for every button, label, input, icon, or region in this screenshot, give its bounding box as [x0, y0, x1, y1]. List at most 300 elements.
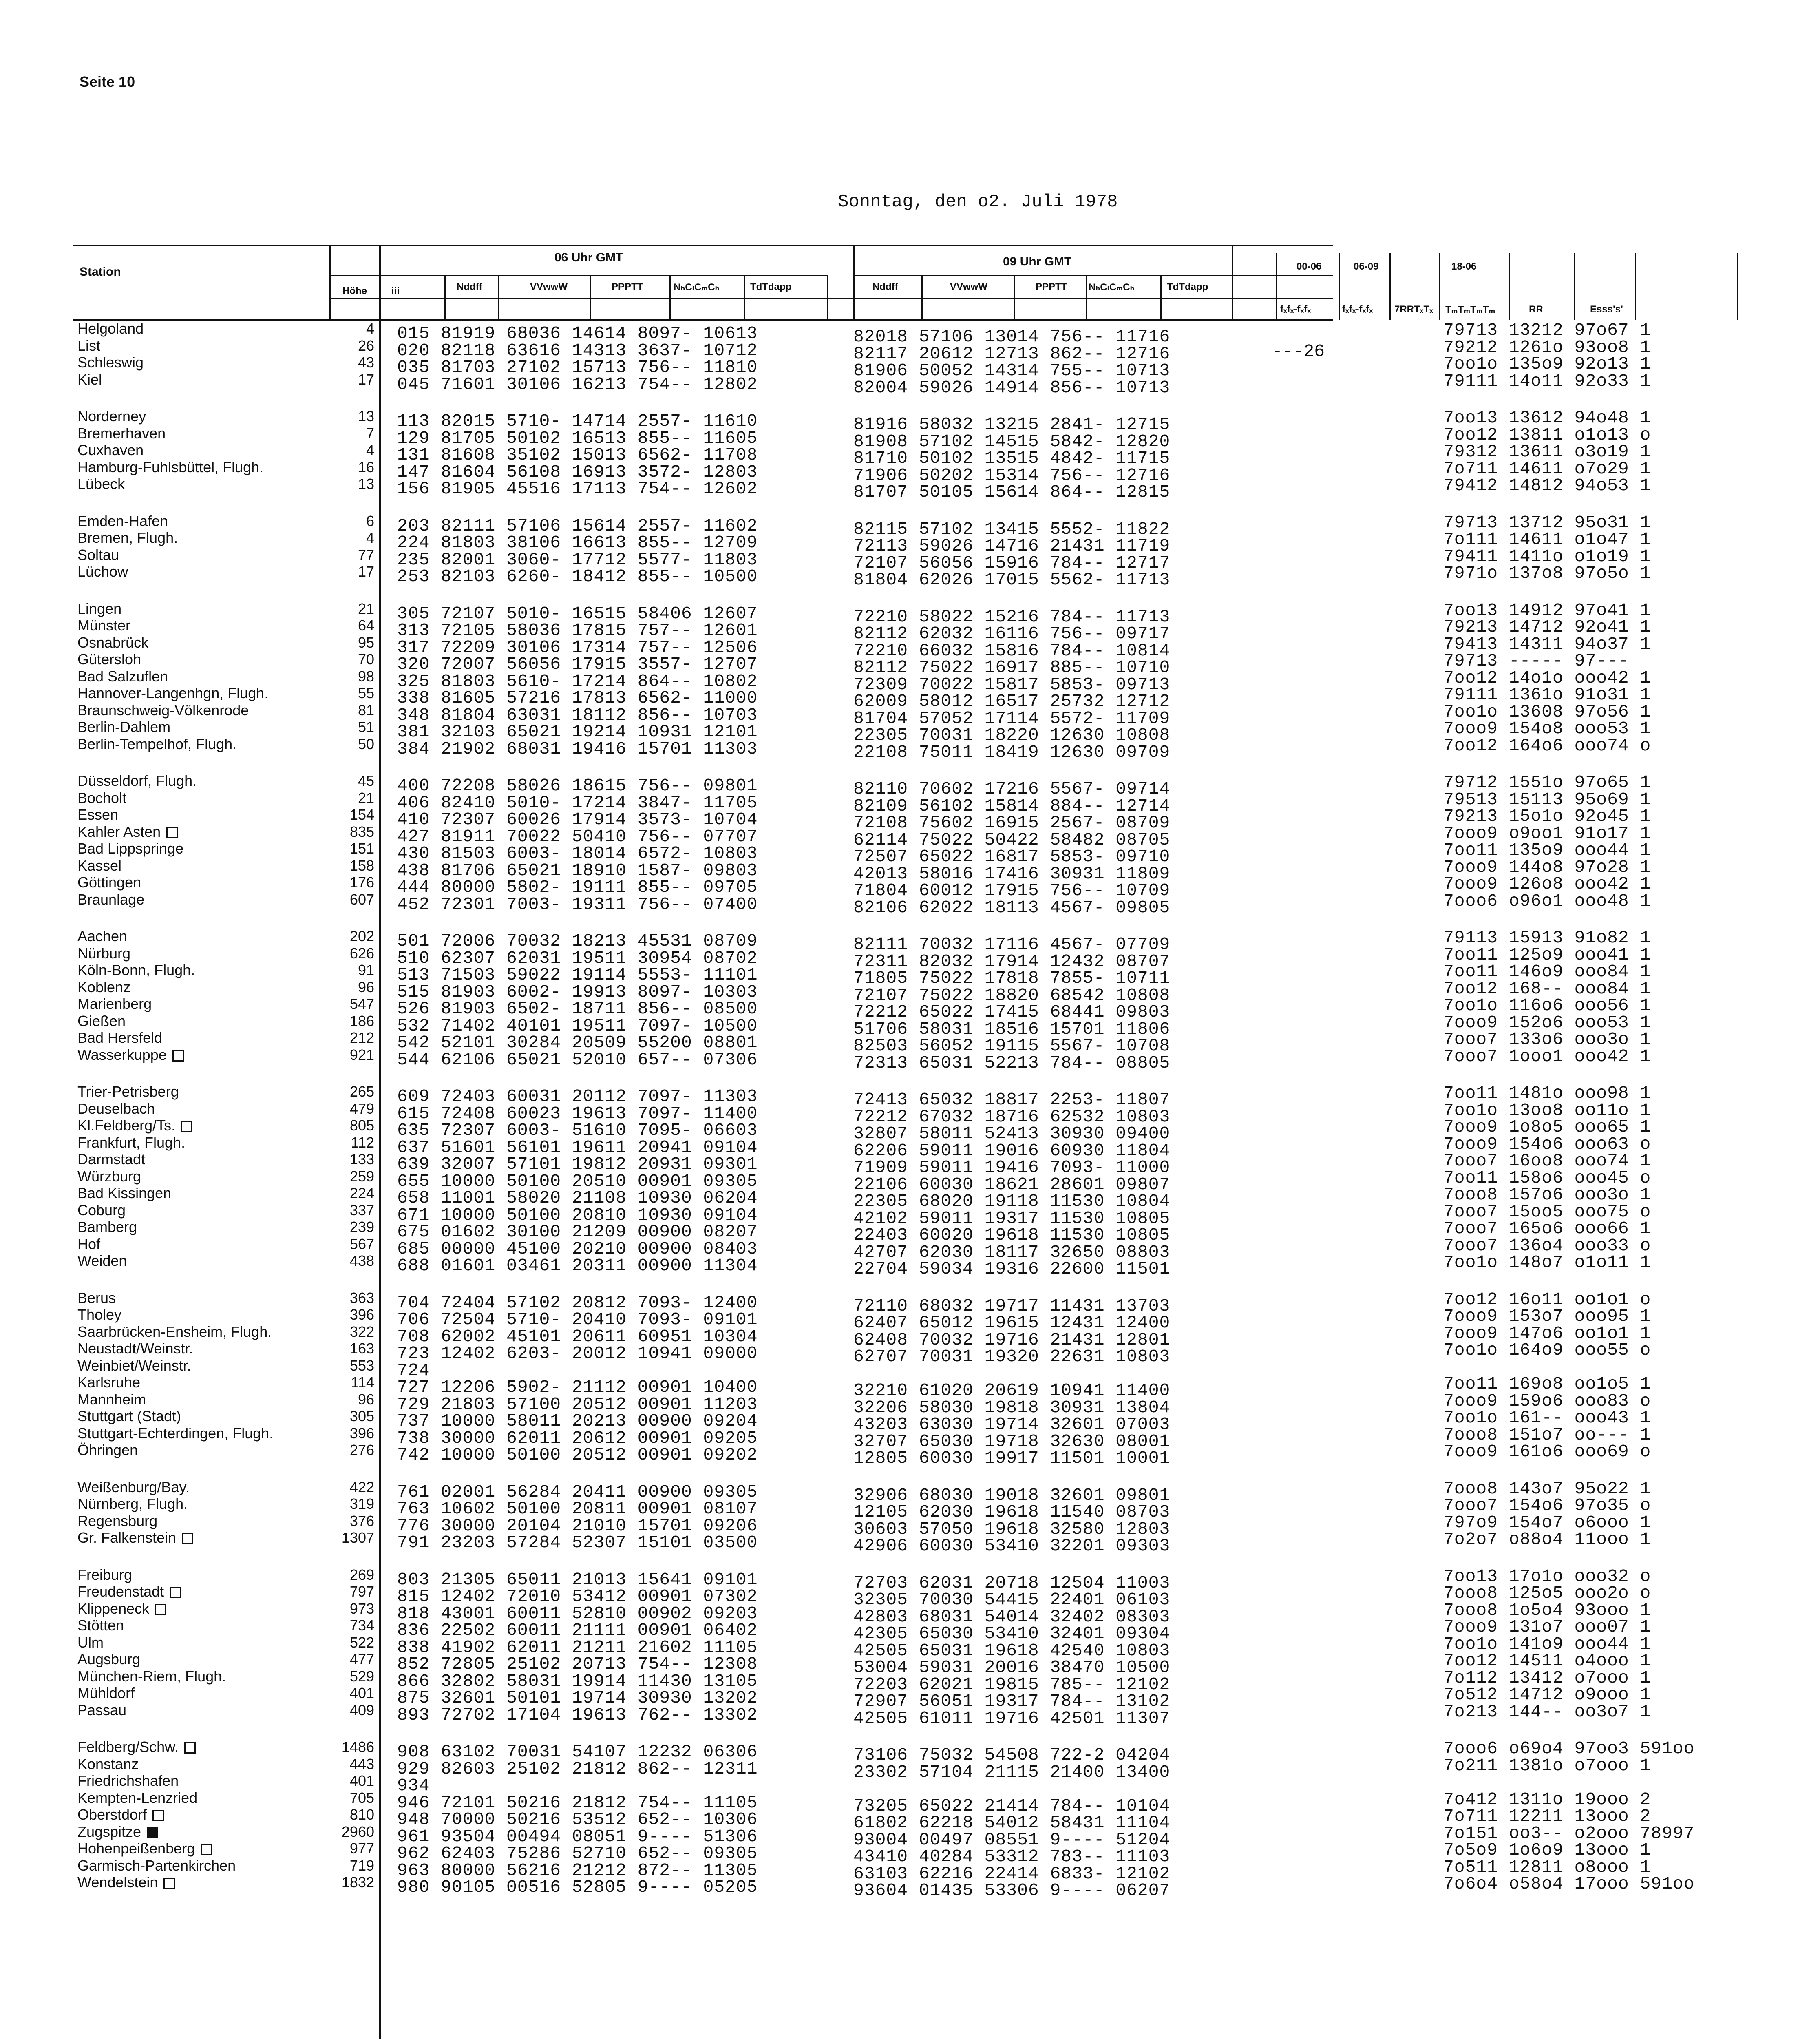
obs-18-06: 7ooo8 151o7 oo--- 1: [1443, 1424, 1651, 1445]
obs-06-utc: 761 02001 56284 20411 00900 09305: [397, 1482, 758, 1502]
station-name-text: Mannheim: [77, 1391, 146, 1408]
obs-06-utc: 908 63102 70031 54107 12232 06306: [397, 1742, 758, 1762]
header-sub-rule: [853, 275, 1333, 276]
station-name-text: Neustadt/Weinstr.: [77, 1340, 193, 1357]
obs-06-utc: 639 32007 57101 19812 20931 09301: [397, 1154, 758, 1174]
table-col-line: [379, 245, 381, 2039]
station-hoehe: 810: [349, 1806, 374, 1823]
obs-18-06: 7oo11 158o6 ooo45 o: [1443, 1168, 1651, 1188]
station-name: [77, 600, 306, 617]
header-col-line: [1389, 253, 1391, 320]
page-number: Seite 10: [80, 73, 135, 90]
station-name: [77, 1702, 306, 1719]
station-name: [77, 1357, 306, 1374]
obs-09-utc: 42906 60030 53410 32201 09303: [853, 1536, 1171, 1556]
header-col-line: [590, 275, 591, 320]
obs-09-utc: 32707 65030 19718 32630 08001: [853, 1431, 1171, 1451]
station-name: [77, 1289, 306, 1307]
obs-18-06: 7ooo9 152o6 ooo53 1: [1443, 1012, 1651, 1033]
obs-09-utc: 12805 60030 19917 11501 10001: [853, 1448, 1171, 1468]
obs-18-06: 7ooo7 133o6 ooo3o 1: [1443, 1029, 1651, 1049]
station-hoehe: 95: [358, 634, 374, 651]
station-name-text: Tholey: [77, 1306, 122, 1323]
obs-06-utc: 776 30000 20104 21010 15701 09206: [397, 1515, 758, 1536]
station-name: [77, 1100, 306, 1117]
obs-18-06: 7o412 1311o 19ooo 2: [1443, 1789, 1651, 1809]
obs-09-utc: 72413 65032 18817 2253- 11807: [853, 1090, 1171, 1110]
obs-09-utc: 62707 70031 19320 22631 10803: [853, 1347, 1171, 1367]
obs-18-06: 7oo11 146o9 ooo84 1: [1443, 962, 1651, 982]
station-hoehe: 401: [349, 1772, 374, 1789]
obs-18-06: 7o213 144-- oo3o7 1: [1443, 1701, 1651, 1722]
header-col-line: [1276, 253, 1277, 320]
obs-18-06: 7oo1o 141o9 ooo44 1: [1443, 1634, 1651, 1654]
header-nclouds-09: NₕCₗCₘCₕ: [1089, 282, 1135, 293]
obs-09-utc: 22403 60020 19618 11530 10805: [853, 1225, 1171, 1245]
station-hoehe: 322: [349, 1323, 374, 1340]
header-sub-rule: [330, 298, 1333, 299]
obs-09-utc: 51706 58031 18516 15701 11806: [853, 1019, 1171, 1039]
header-col-line: [498, 275, 499, 320]
station-name-text: Passau: [77, 1701, 127, 1718]
station-name-text: Nürnberg, Flugh.: [77, 1495, 188, 1512]
obs-06-utc: 934: [397, 1776, 430, 1796]
obs-18-06: 7o511 12811 o8ooo 1: [1443, 1857, 1651, 1877]
obs-18-06: 7ooo9 154o6 ooo63 o: [1443, 1134, 1651, 1154]
station-name: [77, 408, 306, 425]
station-name-text: Deuselbach: [77, 1100, 155, 1117]
obs-06-utc: 035 81703 27102 15713 756-- 11810: [397, 357, 758, 377]
station-hoehe: 719: [349, 1857, 374, 1874]
obs-09-utc: 93604 01435 53306 9---- 06207: [853, 1880, 1171, 1900]
station-name-text: Nürburg: [77, 944, 131, 962]
header-sub-2: fₓfₓ-fₓfₓ: [1342, 304, 1373, 315]
header-sub-6: Esss's': [1590, 304, 1623, 315]
station-name-text: Bad Kissingen: [77, 1185, 172, 1201]
station-name-text: Würzburg: [77, 1168, 141, 1185]
obs-06-utc: 338 81605 57216 17813 6562- 11000: [397, 688, 758, 708]
open-square-icon: [152, 1810, 164, 1821]
obs-18-06: 7oo12 16o11 oo1o1 o: [1443, 1289, 1651, 1309]
header-block-06: 06 Uhr GMT: [554, 251, 623, 264]
station-name: [77, 1391, 306, 1408]
station-name: [77, 425, 306, 442]
obs-09-utc: 32906 68030 19018 32601 09801: [853, 1485, 1171, 1505]
station-hoehe: 81: [358, 701, 374, 719]
station-name: [77, 1513, 306, 1530]
obs-09-utc: 81908 57102 14515 5842- 12820: [853, 431, 1171, 451]
station-name-text: Köln-Bonn, Flugh.: [77, 962, 195, 978]
obs-06-utc: 348 81804 63031 18112 856-- 10703: [397, 705, 758, 725]
station-name-text: Ulm: [77, 1634, 104, 1651]
obs-06-utc: 962 62403 75286 52710 652-- 09305: [397, 1843, 758, 1863]
obs-09-utc: 82106 62022 18113 4567- 09805: [853, 897, 1171, 918]
station-hoehe: 186: [349, 1012, 374, 1029]
station-name: [77, 995, 306, 1013]
obs-06-utc: 791 23203 57284 52307 15101 03500: [397, 1533, 758, 1552]
station-hoehe: 13: [358, 475, 374, 492]
station-name: [77, 1134, 306, 1151]
station-name: [77, 1083, 306, 1100]
obs-06-utc: 763 10602 50100 20811 00901 08107: [397, 1499, 758, 1519]
obs-18-06: 7oo12 13811 o1o13 o: [1443, 425, 1651, 445]
obs-18-06: 7ooo7 165o6 ooo66 1: [1443, 1219, 1651, 1238]
station-name: [77, 891, 306, 908]
obs-09-utc: 82109 56102 15814 884-- 12714: [853, 796, 1171, 816]
station-hoehe: 401: [349, 1685, 374, 1701]
station-hoehe: 239: [349, 1219, 374, 1235]
station-name: [77, 874, 306, 891]
header-col-line: [1086, 275, 1087, 320]
station-hoehe: 265: [349, 1083, 374, 1100]
obs-06-utc: 704 72404 57102 20812 7093- 12400: [397, 1292, 758, 1313]
station-hoehe: 1307: [341, 1529, 374, 1546]
station-name: [77, 1117, 306, 1134]
obs-18-06: 7ooo8 1o5o4 93ooo 1: [1443, 1600, 1651, 1620]
open-square-icon: [166, 827, 178, 838]
obs-09-utc: 71805 75022 17818 7855- 10711: [853, 968, 1171, 988]
obs-09-utc: 32305 70030 54415 22401 06103: [853, 1590, 1171, 1610]
station-hoehe: 45: [358, 772, 374, 789]
station-name-text: Berlin-Dahlem: [77, 719, 171, 735]
header-col-line: [921, 275, 923, 320]
obs-09-utc: 32807 58011 52413 30930 09400: [853, 1123, 1171, 1143]
obs-09-utc: 72212 67032 18716 62532 10803: [853, 1106, 1171, 1127]
obs-09-utc: 72210 58022 15216 784-- 11713: [853, 606, 1171, 627]
station-hoehe: 112: [351, 1134, 374, 1151]
station-hoehe: 396: [349, 1306, 374, 1323]
station-name-text: Hamburg-Fuhlsbüttel, Flugh.: [77, 458, 264, 475]
station-hoehe: 479: [349, 1100, 374, 1117]
station-hoehe: 553: [349, 1357, 374, 1374]
obs-06-utc: 929 82603 25102 21812 862-- 12311: [397, 1758, 758, 1779]
obs-06-utc: 742 10000 50100 20512 00901 09202: [397, 1445, 758, 1465]
station-name-text: Hohenpeißenberg: [77, 1840, 195, 1857]
station-name: [77, 1806, 306, 1823]
obs-06-utc: 410 72307 60026 17914 3573- 10704: [397, 809, 758, 829]
obs-06-utc: 836 22502 60011 21111 00901 06402: [397, 1620, 758, 1640]
obs-06-utc: 224 81803 38106 16613 855-- 12709: [397, 533, 758, 553]
station-hoehe: 626: [349, 944, 374, 962]
obs-09-utc: 72203 62021 19815 785-- 12102: [853, 1674, 1171, 1694]
station-name: [77, 1029, 306, 1046]
station-name-text: Hof: [77, 1235, 101, 1252]
obs-09-utc: 82018 57106 13014 756-- 11716: [853, 327, 1171, 347]
obs-06-utc: 708 62002 45101 20611 60951 10304: [397, 1326, 758, 1347]
station-name: [77, 1738, 306, 1756]
station-name: [77, 1306, 306, 1323]
obs-06-utc: 510 62307 62031 19511 30954 08702: [397, 948, 758, 968]
station-hoehe: 13: [358, 408, 374, 425]
station-name-text: Friedrichshafen: [77, 1772, 179, 1789]
obs-06-utc: 235 82001 3060- 17712 5577- 11803: [397, 549, 758, 570]
station-hoehe: 269: [349, 1566, 374, 1583]
station-hoehe: 91: [358, 962, 374, 978]
obs-18-06: 7ooo9 126o8 ooo42 1: [1443, 874, 1651, 894]
obs-18-06: 79713 13212 97o67 1: [1443, 320, 1651, 340]
station-name-text: Essen: [77, 806, 119, 823]
station-name-text: Regensburg: [77, 1512, 158, 1529]
obs-09-utc: 73106 75032 54508 722-2 04204: [853, 1745, 1171, 1765]
obs-06-utc: 688 01601 03461 20311 00900 11304: [397, 1256, 758, 1276]
obs-18-06: 79111 1361o 91o31 1: [1443, 685, 1651, 705]
obs-09-utc: 72311 82032 17914 12432 08707: [853, 951, 1171, 971]
station-name: [77, 772, 306, 790]
station-name: [77, 563, 306, 580]
open-square-icon: [163, 1878, 175, 1889]
station-name-text: Klippeneck: [77, 1600, 150, 1617]
obs-09-utc: 12105 62030 19618 11540 08703: [853, 1502, 1171, 1522]
station-hoehe: 305: [349, 1408, 374, 1424]
header-00-06: 00-06: [1297, 261, 1322, 272]
header-col-line: [1232, 245, 1233, 320]
obs-09-utc: 81916 58032 13215 2841- 12715: [853, 414, 1171, 434]
obs-18-06: 7ooo9 o9oo1 91o17 1: [1443, 823, 1651, 843]
obs-09-utc: 72212 65022 17415 68441 09803: [853, 1002, 1171, 1022]
obs-06-utc: 961 93504 00494 08051 9---- 51306: [397, 1826, 758, 1847]
station-name: [77, 1823, 306, 1840]
open-square-icon: [181, 1121, 192, 1132]
station-hoehe: 96: [358, 1391, 374, 1408]
obs-06-utc: 738 30000 62011 20612 00901 09205: [397, 1428, 758, 1448]
station-name: [77, 1617, 306, 1634]
obs-18-06: 7o5o9 1o6o9 13ooo 1: [1443, 1840, 1651, 1860]
header-col-line: [1509, 253, 1510, 320]
obs-18-06: 79213 15o1o 92o45 1: [1443, 806, 1651, 826]
station-name-text: Lingen: [77, 600, 122, 617]
station-name-text: Berlin-Tempelhof, Flugh.: [77, 735, 237, 752]
obs-09-utc: 22305 68020 19118 11530 10804: [853, 1191, 1171, 1211]
obs-18-06: 7ooo9 131o7 ooo07 1: [1443, 1617, 1651, 1637]
obs-18-06: 7ooo8 125o5 ooo2o o: [1443, 1583, 1651, 1603]
obs-00-06: ---26: [1272, 341, 1325, 361]
station-hoehe: 212: [349, 1029, 374, 1046]
station-name-text: Feldberg/Schw.: [77, 1738, 179, 1755]
table-top-rule: [73, 245, 1333, 246]
station-name-text: Stuttgart-Echterdingen, Flugh.: [77, 1424, 274, 1442]
station-hoehe: 1486: [341, 1738, 374, 1755]
header-col-line: [1439, 253, 1440, 320]
station-hoehe: 154: [349, 806, 374, 823]
obs-06-utc: 515 81903 6002- 19913 8097- 10303: [397, 982, 758, 1002]
obs-09-utc: 62114 75022 50422 58482 08705: [853, 829, 1171, 850]
station-name: [77, 320, 306, 337]
obs-06-utc: 406 82410 5010- 17214 3847- 11705: [397, 792, 758, 813]
station-name: [77, 475, 306, 493]
header-col-line: [1339, 253, 1340, 320]
station-name: [77, 719, 306, 736]
station-hoehe: 17: [358, 371, 374, 388]
station-name: [77, 1857, 306, 1874]
station-name-text: Konstanz: [77, 1755, 139, 1772]
obs-18-06: 79113 15913 91o82 1: [1443, 928, 1651, 948]
station-name-text: Trier-Petrisberg: [77, 1083, 179, 1100]
station-name-text: Kahler Asten: [77, 823, 161, 840]
header-hoehe: Höhe: [342, 285, 367, 296]
open-square-icon: [182, 1533, 193, 1544]
station-hoehe: 607: [349, 891, 374, 908]
station-name-text: Kl.Feldberg/Ts.: [77, 1117, 176, 1134]
header-sub-1: fₓfₓ-fₓfₓ: [1280, 304, 1311, 315]
obs-06-utc: 724: [397, 1360, 430, 1380]
obs-06-utc: 655 10000 50100 20510 00901 09305: [397, 1171, 758, 1191]
header-col-line: [444, 275, 446, 320]
station-name-text: Lübeck: [77, 475, 125, 492]
station-hoehe: 705: [349, 1789, 374, 1806]
obs-18-06: 7ooo9 147o6 oo1o1 1: [1443, 1323, 1651, 1343]
station-name-text: Bamberg: [77, 1219, 137, 1235]
station-name-text: Münster: [77, 617, 131, 634]
station-hoehe: 567: [349, 1235, 374, 1252]
station-name-text: Stuttgart (Stadt): [77, 1408, 181, 1424]
filled-square-icon: [147, 1827, 158, 1838]
station-hoehe: 529: [349, 1667, 374, 1685]
obs-06-utc: 875 32601 50101 19714 30930 13202: [397, 1688, 758, 1708]
obs-09-utc: 81804 62026 17015 5562- 11713: [853, 570, 1171, 590]
station-hoehe: 202: [349, 928, 374, 944]
station-name-text: Karlsruhe: [77, 1374, 141, 1391]
obs-09-utc: 62206 59011 19016 60930 11804: [853, 1140, 1171, 1161]
obs-18-06: 7oo1o 13oo8 oo11o 1: [1443, 1100, 1651, 1120]
station-hoehe: 4: [366, 320, 374, 337]
obs-18-06: 7oo1o 161-- ooo43 1: [1443, 1408, 1651, 1428]
station-name: [77, 1425, 306, 1442]
obs-09-utc: 62009 58012 16517 25732 12712: [853, 691, 1171, 711]
obs-09-utc: 81906 50052 14314 755-- 10713: [853, 360, 1171, 380]
obs-09-utc: 71909 59011 19416 7093- 11000: [853, 1157, 1171, 1177]
station-name-text: Coburg: [77, 1201, 126, 1219]
station-hoehe: 51: [358, 719, 374, 735]
station-name-text: Gießen: [77, 1012, 126, 1029]
obs-18-06: 7ooo7 15oo5 ooo75 o: [1443, 1201, 1651, 1222]
station-name: [77, 1046, 306, 1064]
obs-06-utc: 400 72208 58026 18615 756-- 09801: [397, 776, 758, 796]
station-hoehe: 224: [349, 1185, 374, 1201]
station-name-text: Kiel: [77, 371, 102, 388]
obs-09-utc: 22704 59034 19316 22600 11501: [853, 1259, 1171, 1279]
obs-06-utc: 637 51601 56101 19611 20941 09104: [397, 1137, 758, 1157]
obs-06-utc: 866 32802 58031 19914 11430 13105: [397, 1671, 758, 1691]
obs-09-utc: 42505 61011 19716 42501 11307: [853, 1708, 1171, 1728]
obs-18-06: 7ooo7 154o6 97o35 o: [1443, 1495, 1651, 1515]
station-name: [77, 1202, 306, 1219]
header-col-line: [669, 275, 671, 320]
station-name-text: Marienberg: [77, 995, 152, 1012]
header-col-line: [853, 245, 855, 320]
station-name: [77, 1583, 306, 1600]
station-hoehe: 438: [349, 1252, 374, 1269]
obs-09-utc: 42505 65031 19618 42540 10803: [853, 1640, 1171, 1661]
obs-06-utc: 501 72006 70032 18213 45531 08709: [397, 931, 758, 951]
station-hoehe: 151: [349, 840, 374, 857]
station-name: [77, 354, 306, 371]
station-name-text: Bad Salzuflen: [77, 668, 168, 685]
obs-09-utc: 81704 57052 17114 5572- 11709: [853, 708, 1171, 728]
station-hoehe: 547: [349, 995, 374, 1012]
obs-18-06: 7ooo9 154o8 ooo53 1: [1443, 719, 1651, 739]
open-square-icon: [170, 1587, 181, 1598]
station-hoehe: 977: [349, 1840, 374, 1857]
obs-18-06: 79713 ----- 97---: [1443, 651, 1629, 671]
station-name-text: Garmisch-Partenkirchen: [77, 1857, 236, 1874]
obs-06-utc: 893 72702 17104 19613 762-- 13302: [397, 1705, 758, 1725]
obs-09-utc: 42803 68031 54014 32402 08303: [853, 1606, 1171, 1627]
obs-06-utc: 948 70000 50216 53512 652-- 10306: [397, 1809, 758, 1829]
station-name-text: Soltau: [77, 546, 119, 563]
obs-18-06: 7oo11 169o8 oo1o5 1: [1443, 1374, 1651, 1394]
station-hoehe: 133: [349, 1151, 374, 1168]
station-name: [77, 1219, 306, 1236]
obs-18-06: 7oo11 135o9 ooo44 1: [1443, 840, 1651, 860]
obs-09-utc: 53004 59031 20016 38470 10500: [853, 1657, 1171, 1677]
station-name: [77, 962, 306, 979]
obs-18-06: 79212 1261o 93oo8 1: [1443, 337, 1651, 357]
obs-06-utc: 156 81905 45516 17113 754-- 12602: [397, 479, 758, 499]
obs-09-utc: 71906 50202 15314 756-- 12716: [853, 465, 1171, 485]
station-name-text: Helgoland: [77, 320, 144, 337]
header-col-line: [1574, 253, 1575, 320]
station-name-text: Düsseldorf, Flugh.: [77, 772, 197, 789]
obs-06-utc: 430 81503 6003- 18014 6572- 10803: [397, 843, 758, 863]
station-name: [77, 790, 306, 807]
obs-09-utc: 93004 00497 08551 9---- 51204: [853, 1829, 1171, 1850]
obs-18-06: 7oo11 125o9 ooo41 1: [1443, 944, 1651, 965]
obs-18-06: 7oo12 14511 o4ooo 1: [1443, 1651, 1651, 1671]
obs-09-utc: 71804 60012 17915 756-- 10709: [853, 880, 1171, 900]
obs-06-utc: 803 21305 65011 21013 15641 09101: [397, 1569, 758, 1590]
station-name-text: Frankfurt, Flugh.: [77, 1134, 186, 1151]
obs-18-06: 79412 14812 94o53 1: [1443, 475, 1651, 495]
obs-06-utc: 147 81604 56108 16913 3572- 12803: [397, 462, 758, 482]
station-name-text: Weiden: [77, 1252, 127, 1269]
station-hoehe: 64: [358, 617, 374, 634]
station-name-text: Mühldorf: [77, 1685, 135, 1701]
obs-09-utc: 22305 70031 18220 12630 10808: [853, 725, 1171, 745]
obs-18-06: 79712 1551o 97o65 1: [1443, 772, 1651, 792]
header-pppp-06: PPPTT: [612, 281, 643, 292]
obs-06-utc: 452 72301 7003- 19311 756-- 07400: [397, 894, 758, 914]
station-name: [77, 1013, 306, 1030]
obs-18-06: 7o111 14611 o1o47 1: [1443, 529, 1651, 549]
header-sub-4: TₘTₘTₘTₘ: [1445, 304, 1495, 315]
obs-06-utc: 526 81903 6502- 18711 856-- 08500: [397, 999, 758, 1019]
obs-18-06: 79713 13712 95o31 1: [1443, 512, 1651, 533]
station-hoehe: 443: [349, 1755, 374, 1772]
station-name: [77, 823, 306, 840]
station-hoehe: 96: [358, 978, 374, 995]
header-sub-5: RR: [1529, 304, 1543, 315]
obs-06-utc: 635 72307 6003- 51610 7095- 06603: [397, 1120, 758, 1140]
obs-09-utc: 72110 68032 19717 11431 13703: [853, 1296, 1171, 1316]
station-name-text: Bad Hersfeld: [77, 1029, 163, 1046]
obs-18-06: 79413 14311 94o37 1: [1443, 634, 1651, 654]
station-name: [77, 1772, 306, 1789]
obs-06-utc: 727 12206 5902- 21112 00901 10400: [397, 1377, 758, 1397]
obs-18-06: 7oo1o 164o9 ooo55 o: [1443, 1340, 1651, 1360]
obs-18-06: 7ooo7 16oo8 ooo74 1: [1443, 1151, 1651, 1171]
station-name-text: Schleswig: [77, 354, 144, 371]
station-hoehe: 4: [366, 442, 374, 458]
header-vvwww-06: VVwwW: [530, 281, 568, 292]
header-td-06: TdTdapp: [750, 281, 792, 292]
station-hoehe: 921: [349, 1046, 374, 1063]
station-name: [77, 1168, 306, 1185]
obs-06-utc: 129 81705 50102 16513 855-- 11605: [397, 428, 758, 448]
station-name-text: Gütersloh: [77, 651, 141, 668]
station-hoehe: 337: [349, 1201, 374, 1219]
obs-09-utc: 81710 50102 13515 4842- 11715: [853, 448, 1171, 468]
station-hoehe: 98: [358, 668, 374, 685]
